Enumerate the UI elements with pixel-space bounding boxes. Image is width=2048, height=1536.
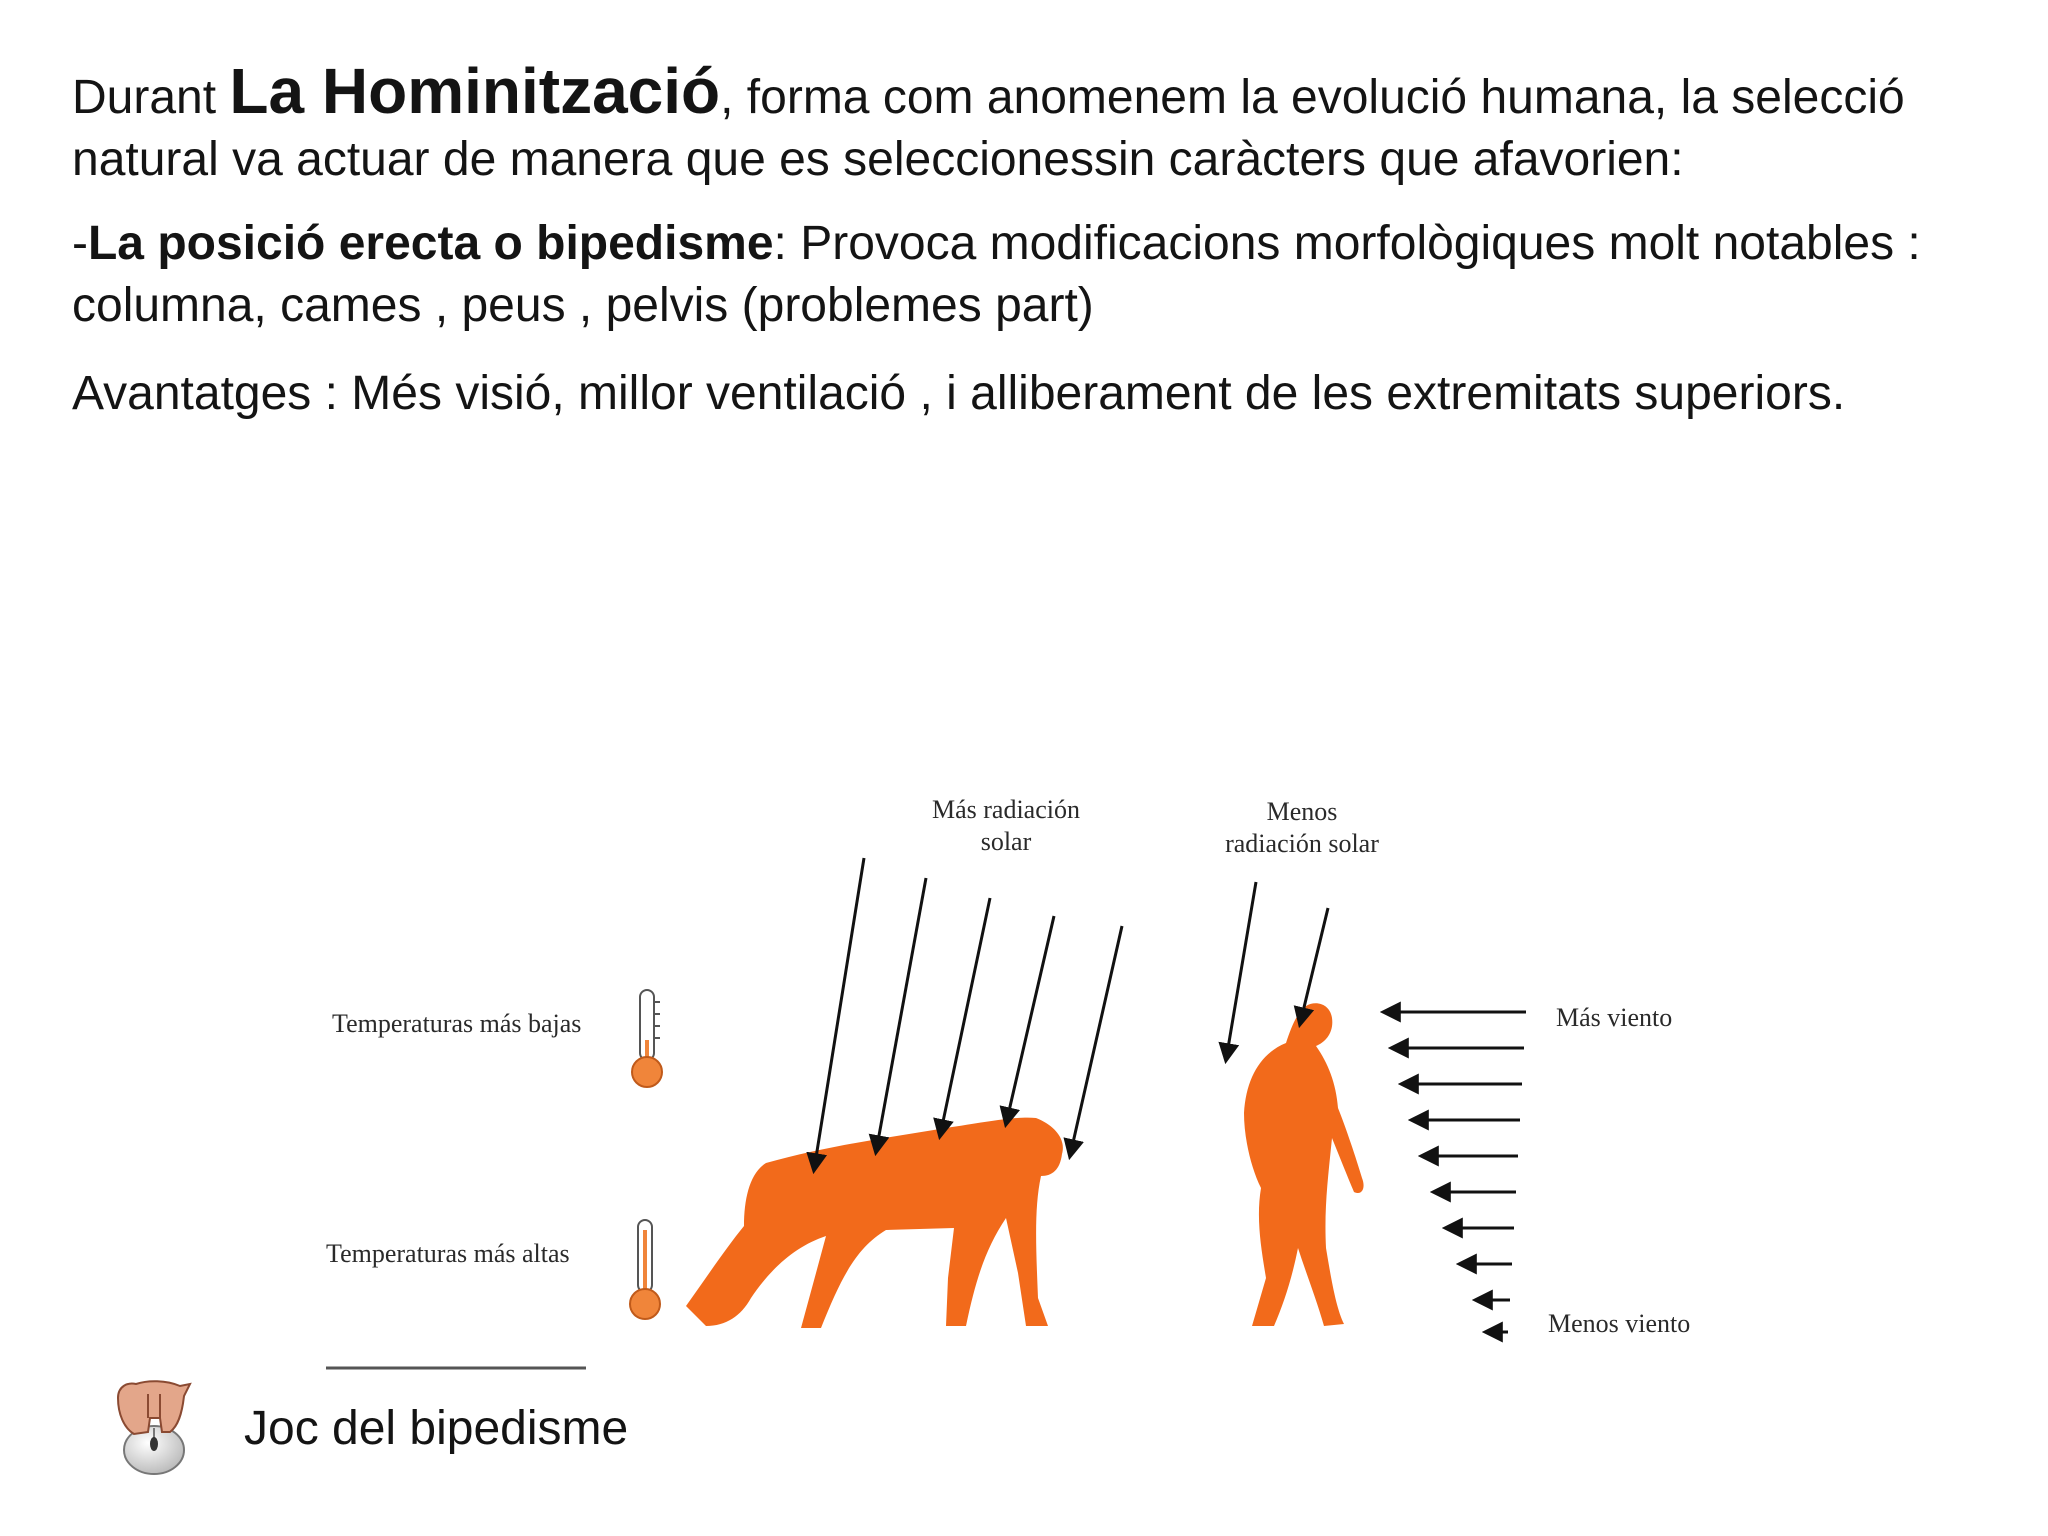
slide-text <box>72 55 1972 425</box>
intro-paragraph <box>72 55 1972 191</box>
more-radiation-arrows <box>814 858 1122 1170</box>
advantages-paragraph: Avantatges : Més visió, millor ventilació , i alliberament de les extremitats superiors. <box>72 367 1846 420</box>
bipedism-diagram <box>326 778 1710 1370</box>
intro-after: , forma com anomenem la evolució humana, la selecció natural va actuar de manera que es seleccionessin caràcters que afavorien: <box>72 71 1905 186</box>
bipedism-heading: La posició erecta o bipedisme <box>87 217 774 270</box>
thermometer-low-icon <box>632 990 662 1087</box>
bipedism-text: : Provoca modificacions morfològiques molt notables : columna, cames , peus , pelvis (problemes part) <box>72 217 1921 332</box>
bipedism-figure <box>326 778 1710 1370</box>
high-temperature-label: Temperaturas más altas <box>326 1239 570 1268</box>
bipedism-dash: - <box>72 217 88 270</box>
thermometer-high-icon <box>630 1220 660 1319</box>
wind-arrows <box>1384 1012 1526 1332</box>
less-wind-label: Menos viento <box>1548 1309 1691 1338</box>
bipedal-hominid-silhouette <box>1244 1003 1364 1326</box>
hominization-title: La Hominització <box>229 55 721 127</box>
intro-before: Durant <box>72 71 230 124</box>
bipedism-game-label[interactable]: Joc del bipedisme <box>244 1401 629 1455</box>
less-radiation-label-1: Menos <box>1266 797 1338 826</box>
more-wind-label: Más viento <box>1556 1003 1673 1032</box>
mouse-click-icon[interactable] <box>104 1378 204 1478</box>
bipedism-game-link[interactable] <box>104 1378 628 1478</box>
bipedism-paragraph <box>72 213 1972 337</box>
less-radiation-label-2: radiación solar <box>1225 829 1379 858</box>
quadruped-ape-silhouette <box>686 1118 1063 1328</box>
more-radiation-label-1: Más radiación <box>931 795 1081 824</box>
more-radiation-label-2: solar <box>980 827 1032 856</box>
low-temperature-label: Temperaturas más bajas <box>332 1009 582 1038</box>
